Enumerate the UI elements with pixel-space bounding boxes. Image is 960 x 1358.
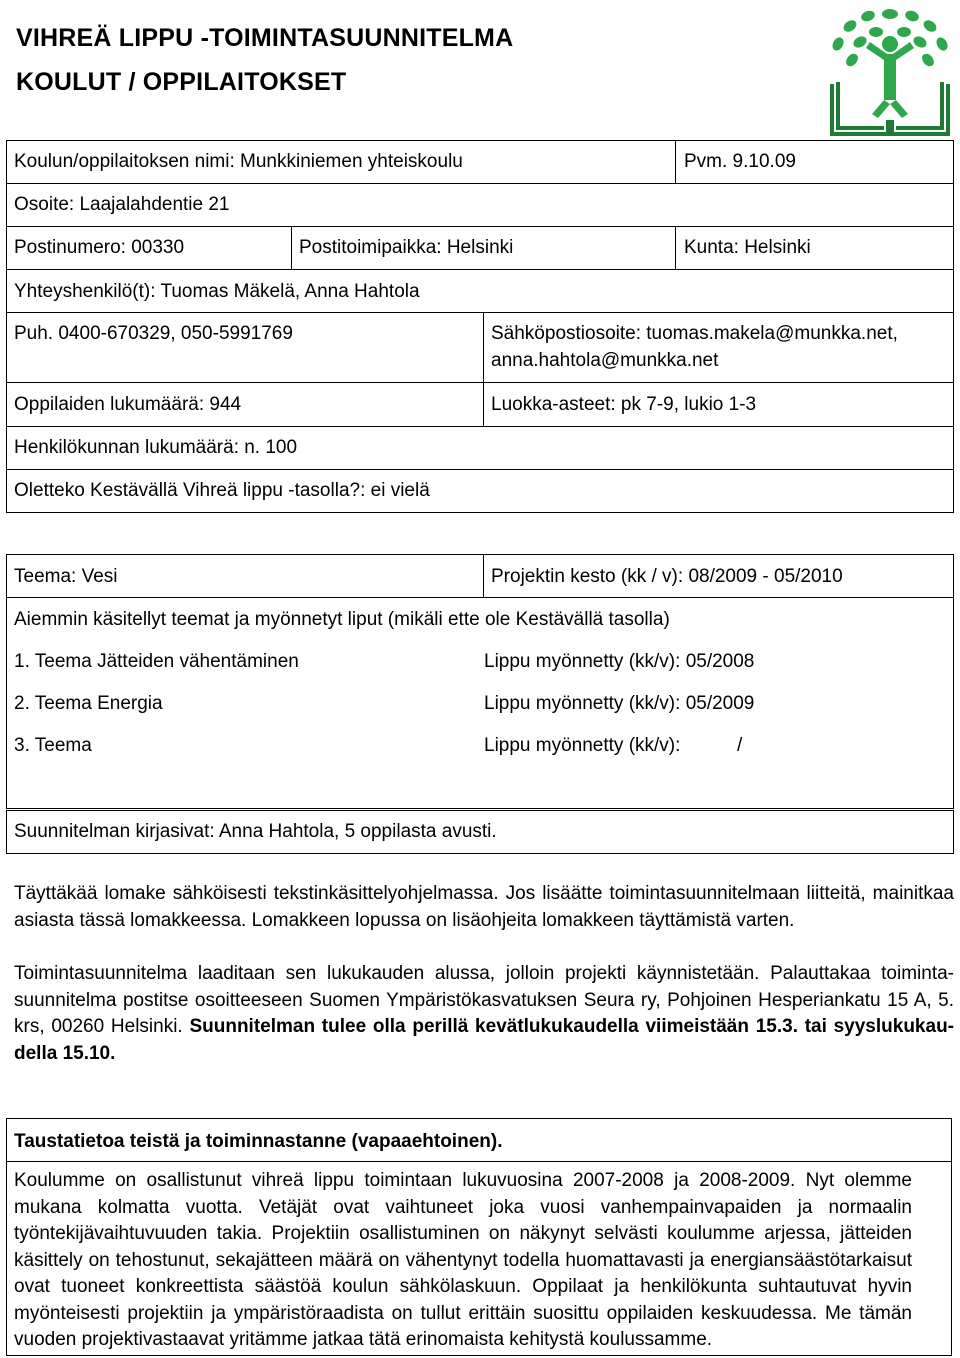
deadline-text: Suunnitelman tulee olla perillä kevätlukukaudella viimeistään 15.3. tai syyslukukau-della 15.10.: [14, 1016, 955, 1064]
date: Pvm. 9.10.09: [684, 151, 796, 172]
instructions-paragraph-2-text: Toimintasuunnitelma laaditaan sen lukukauden alussa, jolloin projekti käynnistetään. Palauttakaa toiminta-suunnitelma postitse osoitteeseen Suomen Ympäristökasvatuksen Seura ry, Pohjoinen Hesperiankatu 15 A, 5. krs, 00260 Helsinki.: [14, 963, 954, 1037]
theme: Teema: Vesi: [14, 566, 118, 587]
previous-flag-2: Lippu myönnetty (kk/v): 05/2009: [484, 693, 755, 714]
previous-theme-2: 2. Teema Energia: [14, 693, 163, 714]
green-flag-tree-logo: [826, 2, 954, 138]
previous-flag-3-slash: /: [737, 735, 743, 756]
previous-flag-3: Lippu myönnetty (kk/v):: [484, 735, 681, 756]
grade-levels: Luokka-asteet: pk 7-9, lukio 1-3: [491, 394, 757, 415]
phone: Puh. 0400-670329, 050-5991769: [14, 323, 293, 344]
previous-themes-heading: Aiemmin käsitellyt teemat ja myönnetyt liput (mikäli ette ole Kestävällä tasolla): [14, 609, 670, 630]
address: Osoite: Laajalahdentie 21: [14, 194, 230, 215]
postal-code: Postinumero: 00330: [14, 237, 185, 258]
contact-persons: Yhteyshenkilö(t): Tuomas Mäkelä, Anna Hahtola: [14, 281, 420, 302]
previous-theme-3: 3. Teema: [14, 735, 92, 756]
student-count: Oppilaiden lukumäärä: 944: [14, 394, 242, 415]
municipality: Kunta: Helsinki: [684, 237, 811, 258]
title-line-1: VIHREÄ LIPPU -TOIMINTASUUNNITELMA: [16, 24, 514, 52]
previous-theme-1: 1. Teema Jätteiden vähentäminen: [14, 651, 299, 672]
sustainable-level: Oletteko Kestävällä Vihreä lippu -tasolla?: ei vielä: [14, 480, 430, 501]
plan-writers: Suunnitelman kirjasivat: Anna Hahtola, 5 oppilasta avusti.: [14, 821, 497, 842]
theme-table: [6, 554, 954, 809]
school-name: Koulun/oppilaitoksen nimi: Munkkiniemen yhteiskoulu: [14, 151, 463, 172]
title-line-2: KOULUT / OPPILAITOKSET: [16, 68, 347, 96]
email-line-2: anna.hahtola@munkka.net: [491, 350, 719, 371]
background-text: Koulumme on osallistunut vihreä lippu toimintaan lukuvuosina 2007-2008 ja 2008-2009. Nyt olemme mukana kolmatta vuotta. Vetäjät ovat vaihtuneet joka vuosi vanhempainvapaiden ja normaalin työntekijävaihtuvuuden takia. Projektiin osallistuminen on näkynyt selvästi koulumme arjessa, jätteiden käsittely on tehostunut, sekajätteen määrä on vähentynyt todella huomattavasti ja energiansäästötarkaisut ovat tuoneet konkreettista säästöä koulun sähkölaskuun. Oppilaat ja henkilökunta suhtautuvat hyvin myönteisesti projektiin ja ympäristöraadista on tullut erittäin suosittu oppilaiden keskuudessa. Me tämän vuoden projektivastaavat yritämme jatkaa tätä erinomaista kehitystä koulussamme.: [14, 1170, 912, 1350]
previous-flag-1: Lippu myönnetty (kk/v): 05/2008: [484, 651, 755, 672]
staff-count: Henkilökunnan lukumäärä: n. 100: [14, 437, 298, 458]
instructions-paragraph-1: Täyttäkää lomake sähköisesti tekstinkäsittelyohjelmassa. Jos lisäätte toimintasuunnitelmaan liitteitä, mainitkaa asiasta tässä lomakkeessa. Lomakkeen lopussa on lisäohjeita lomakkeen täyttämistä varten.: [14, 883, 954, 931]
instructions-paragraph-2: [14, 961, 954, 1067]
background-heading: Taustatietoa teistä ja toiminnastanne (vapaaehtoinen).: [14, 1131, 503, 1152]
post-office: Postitoimipaikka: Helsinki: [299, 237, 514, 258]
project-duration: Projektin kesto (kk / v): 08/2009 - 05/2010: [491, 566, 843, 587]
email-line-1: Sähköpostiosoite: tuomas.makela@munkka.net,: [491, 323, 898, 344]
